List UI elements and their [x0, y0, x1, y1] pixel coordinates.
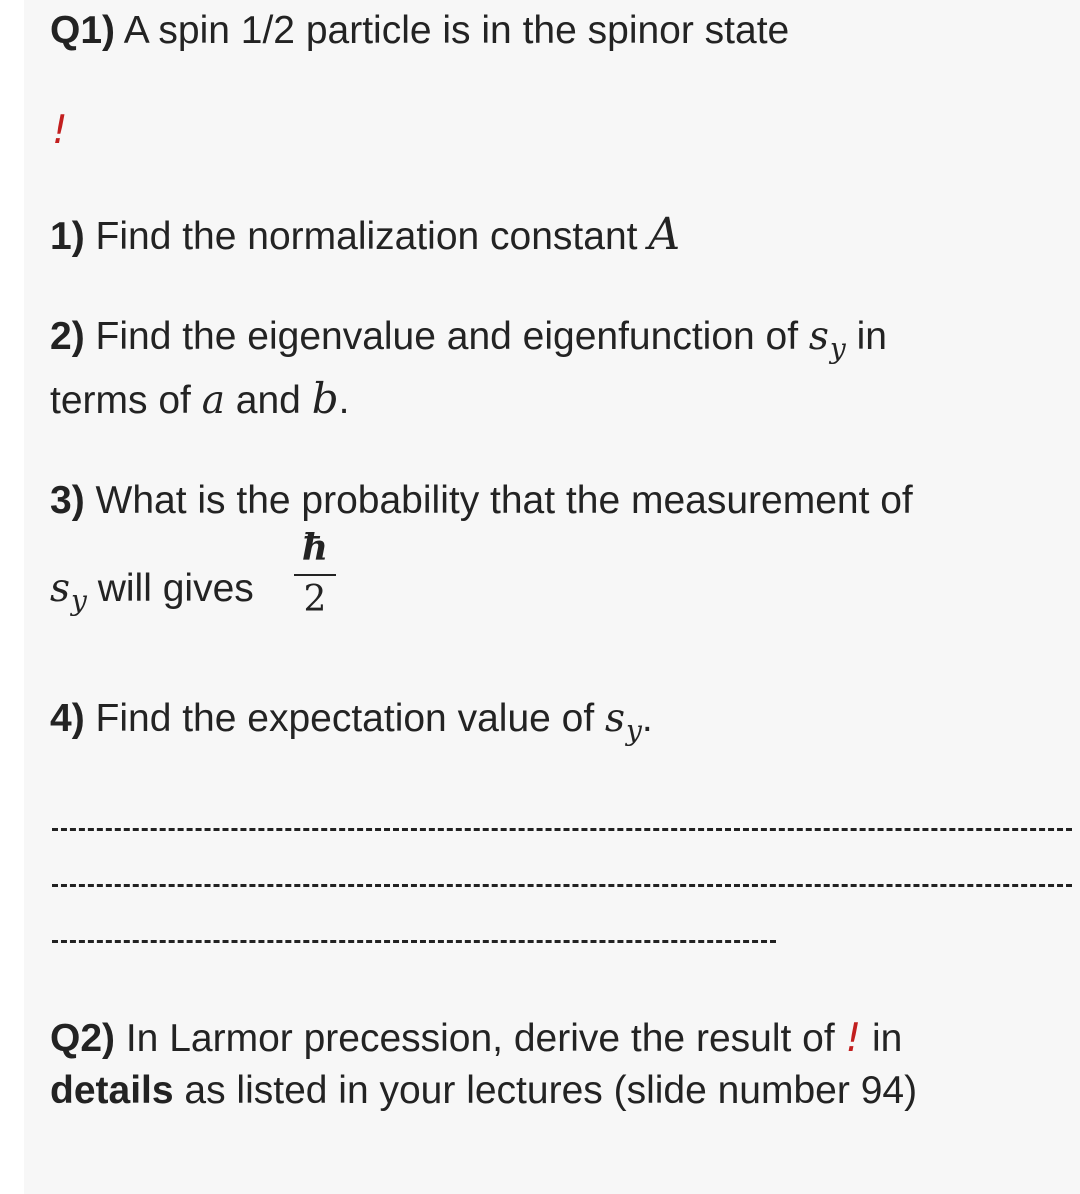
part-2-var-sub: y [829, 331, 846, 365]
part-2-var-a: a [201, 378, 225, 423]
part-4-label: 4) [50, 697, 85, 740]
part-3-text-b: will gives [86, 567, 254, 610]
fraction-denominator: 2 [303, 579, 327, 620]
part-3-text-a: What is the probability that the measurement of [84, 479, 913, 522]
q2-text-a: In Larmor precession, derive the result of [115, 1017, 846, 1060]
part-2-line-2 [50, 376, 349, 424]
q2-text-b: in [861, 1017, 903, 1060]
part-2-var-b: b [311, 374, 339, 423]
part-2-var-s: s [808, 314, 829, 359]
part-3-line-1 [50, 478, 913, 524]
part-1-text: Find the normalization constant [84, 215, 649, 258]
dashed-separator-3 [52, 940, 776, 943]
part-3-var-s: s [50, 566, 71, 611]
part-1 [50, 209, 681, 260]
q1-heading [50, 8, 789, 54]
fraction-bar [294, 574, 336, 576]
part-4-text-end: . [641, 697, 653, 740]
q2-render-error-mark: ! [845, 1016, 862, 1061]
part-4-var-sub: y [626, 713, 642, 747]
part-1-var: A [648, 209, 681, 260]
part-3-fraction [290, 528, 340, 620]
part-2-text-and: and [224, 379, 312, 422]
part-3-line-2 [50, 566, 254, 615]
q2-line-1 [50, 1016, 902, 1062]
part-2-line-1 [50, 314, 887, 363]
q2-line-2 [50, 1068, 917, 1114]
dashed-separator-2 [52, 884, 1072, 887]
part-1-label: 1) [50, 215, 85, 258]
part-2-text-a: Find the eigenvalue and eigenfunction of [84, 315, 809, 358]
dashed-separator-1 [52, 828, 1072, 831]
q2-bold-word: details [50, 1069, 174, 1112]
q1-render-error-mark: ! [52, 108, 68, 153]
part-2-text-end: . [338, 379, 350, 422]
fraction-numerator: ħ [301, 527, 329, 569]
part-4-var-s: s [605, 696, 626, 741]
part-2-text-c: terms of [50, 379, 202, 422]
q2-label: Q2) [50, 1017, 116, 1060]
part-3-label: 3) [50, 479, 85, 522]
part-4-text: Find the expectation value of [84, 697, 606, 740]
part-4 [50, 696, 653, 745]
q2-text-c: as listed in your lectures (slide number 94) [173, 1069, 918, 1112]
part-2-text-b: in [845, 315, 887, 358]
q1-text: A spin 1/2 particle is in the spinor state [115, 9, 790, 52]
part-3-var-sub: y [71, 583, 87, 617]
part-2-label: 2) [50, 315, 85, 358]
q1-label: Q1) [50, 9, 116, 52]
